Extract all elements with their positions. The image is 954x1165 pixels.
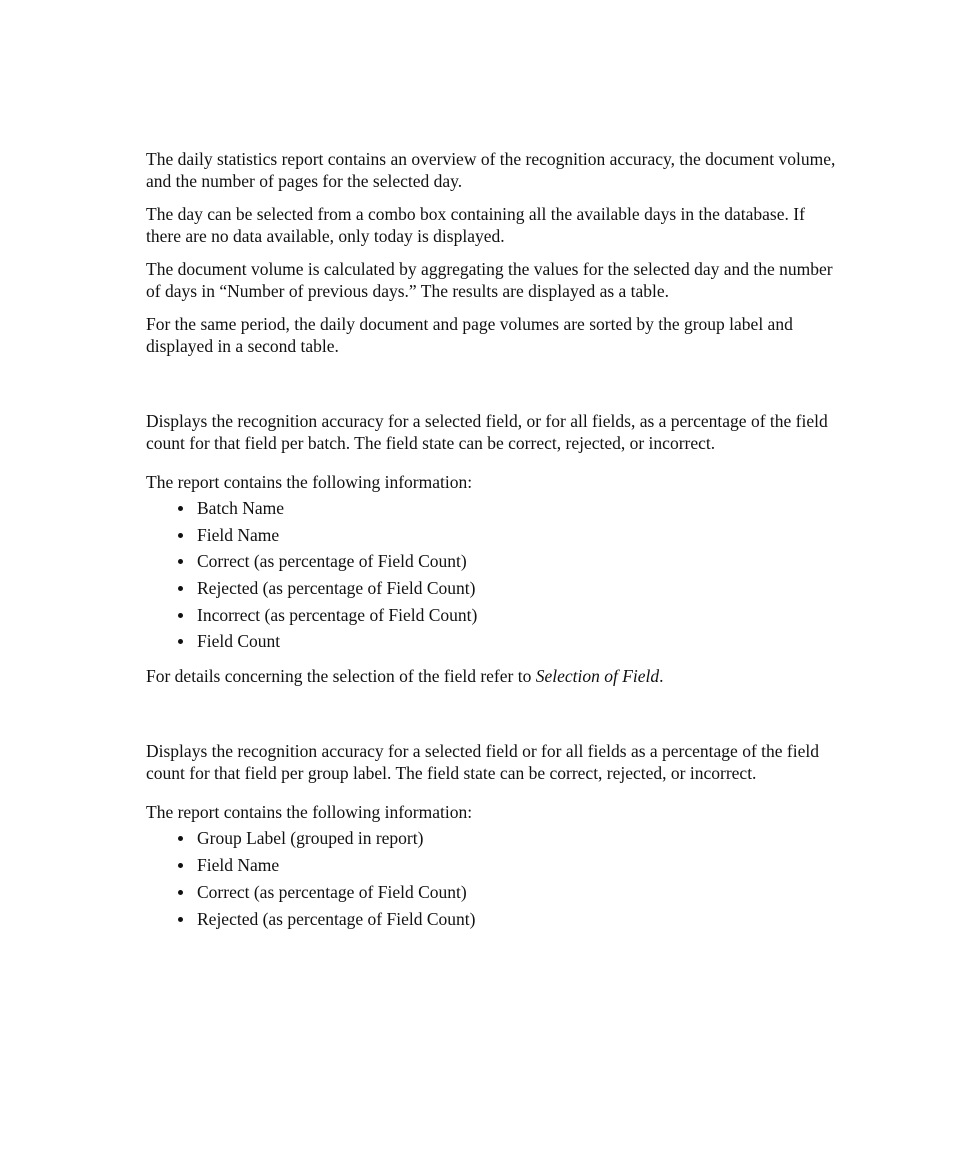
- list-item: [178, 854, 836, 876]
- paragraph: For the same period, the daily document and page volumes are sorted by the group label and displayed in a second table.: [146, 314, 793, 356]
- list-item: [178, 881, 836, 903]
- bullet-icon: [178, 836, 183, 841]
- list-item-text: Incorrect (as percentage of Field Count): [197, 604, 478, 625]
- paragraph: The day can be selected from a combo box containing all the available days in the database. If there are no data available, only today is displayed.: [146, 204, 805, 246]
- list-item: [178, 908, 836, 930]
- section-intro: Displays the recognition accuracy for a selected field, or for all fields, as a percentage of the field count for that field per batch. The field state can be correct, rejected, or incorrect.: [146, 411, 828, 453]
- list-item: [178, 550, 836, 572]
- list-item: [178, 630, 836, 652]
- bullet-icon: [178, 559, 183, 564]
- bullet-icon: [178, 613, 183, 618]
- paragraph: The document volume is calculated by aggregating the values for the selected day and the number of days in “Number of previous days.” The results are displayed as a table.: [146, 259, 833, 301]
- list-item-text: Group Label (grouped in report): [197, 828, 424, 849]
- reference-prefix: For details concerning the selection of the field refer to: [146, 666, 536, 687]
- reference-suffix: .: [659, 666, 664, 687]
- list-intro: The report contains the following information:: [146, 802, 473, 823]
- paragraph: The daily statistics report contains an overview of the recognition accuracy, the document volume, and the number of pages for the selected day.: [146, 149, 836, 191]
- list-item: [178, 577, 836, 599]
- info-list: [146, 497, 836, 652]
- accuracy-per-batch-section: [146, 410, 836, 687]
- list-item-text: Field Name: [197, 524, 280, 545]
- bullet-icon: [178, 533, 183, 538]
- reference-line: [146, 665, 836, 687]
- list-item: [178, 497, 836, 519]
- section-intro: Displays the recognition accuracy for a selected field or for all fields as a percentage of the field count for that field per group label. The field state can be correct, rejected, or incorrect.: [146, 741, 819, 784]
- list-item-text: Batch Name: [197, 498, 284, 518]
- accuracy-per-group-label-section: [146, 740, 836, 929]
- document-page: [146, 148, 836, 934]
- list-item-text: Rejected (as percentage of Field Count): [197, 578, 476, 599]
- bullet-icon: [178, 639, 183, 644]
- bullet-icon: [178, 917, 183, 922]
- list-item: [178, 827, 836, 849]
- list-intro: The report contains the following information:: [146, 472, 473, 492]
- selection-of-field-reference: Selection of Field: [535, 666, 660, 687]
- info-list: [146, 827, 836, 929]
- bullet-icon: [178, 863, 183, 868]
- list-item-text: Field Name: [197, 855, 280, 876]
- daily-statistics-section: [146, 148, 836, 357]
- bullet-icon: [178, 890, 183, 895]
- list-item-text: Rejected (as percentage of Field Count): [197, 908, 476, 929]
- bullet-icon: [178, 586, 183, 591]
- bullet-icon: [178, 506, 183, 511]
- list-item: [178, 524, 836, 546]
- list-item-text: Correct (as percentage of Field Count): [197, 551, 467, 572]
- list-item-text: Field Count: [197, 631, 281, 652]
- list-item: [178, 604, 836, 626]
- list-item-text: Correct (as percentage of Field Count): [197, 881, 467, 902]
